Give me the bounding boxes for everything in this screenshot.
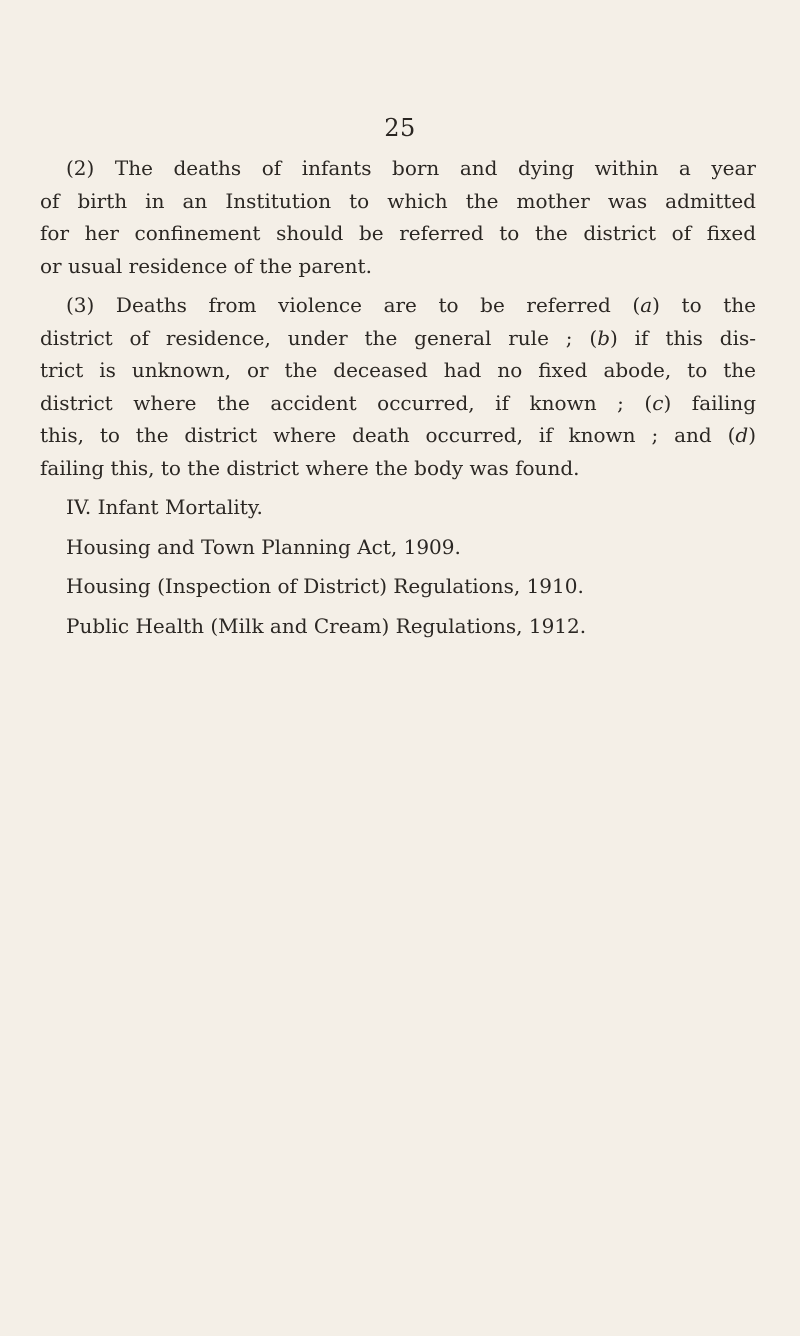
clause-label-a: a: [640, 293, 653, 317]
paragraph-3-line-6: failing this, to the district where the body was found.: [40, 455, 580, 480]
paragraph-2-line-4: or usual residence of the parent.: [40, 253, 372, 278]
list-item-infant-mortality: IV. Infant Mortality.: [66, 495, 263, 519]
paragraph-3-line-5-c: ): [748, 423, 756, 447]
paragraph-2-line-1: (2) The deaths of infants born and dying within a year: [66, 156, 756, 180]
paragraph-2-line-3: for her confinement should be referred to the district of fixed: [40, 221, 756, 245]
list-item-housing-town-planning: Housing and Town Planning Act, 1909.: [66, 534, 461, 559]
paragraph-3-line-3: trict is unknown, or the deceased had no fixed abode, to the: [40, 358, 756, 382]
list-item-housing-inspection: Housing (Inspection of District) Regulations, 1910.: [66, 574, 584, 598]
body-text: [40, 152, 756, 642]
clause-label-d: d: [735, 423, 749, 447]
paragraph-3-line-1-a: (3) Deaths from violence are to be referred (: [66, 293, 641, 317]
paragraph-3-line-1-c: ) to the: [652, 293, 756, 317]
paragraph-2: [40, 152, 756, 282]
paragraph-3-line-4: [40, 387, 756, 420]
paragraph-3-line-5-a: this, to the district where death occurred, if known ; and (: [40, 423, 736, 447]
paragraph-3: [40, 289, 756, 484]
paragraph-3-line-2: [40, 322, 756, 355]
paragraph-3-line-2-a: district of residence, under the general rule ; (: [40, 325, 598, 350]
paragraph-3-line-4-c: ) failing: [663, 390, 756, 415]
clause-label-b: b: [597, 325, 610, 350]
page-number: 25: [384, 114, 416, 142]
paragraph-2-line-2: of birth in an Institution to which the mother was admitted: [40, 188, 756, 213]
paragraph-3-line-4-a: district where the accident occurred, if known ; (: [40, 390, 653, 415]
list-item-milk-cream: Public Health (Milk and Cream) Regulations, 1912.: [66, 613, 587, 638]
paragraph-3-line-2-c: ) if this dis-: [610, 325, 756, 350]
paragraph-3-line-1: [40, 289, 756, 322]
clause-label-c: c: [652, 390, 664, 415]
paragraph-3-line-5: [40, 419, 756, 452]
